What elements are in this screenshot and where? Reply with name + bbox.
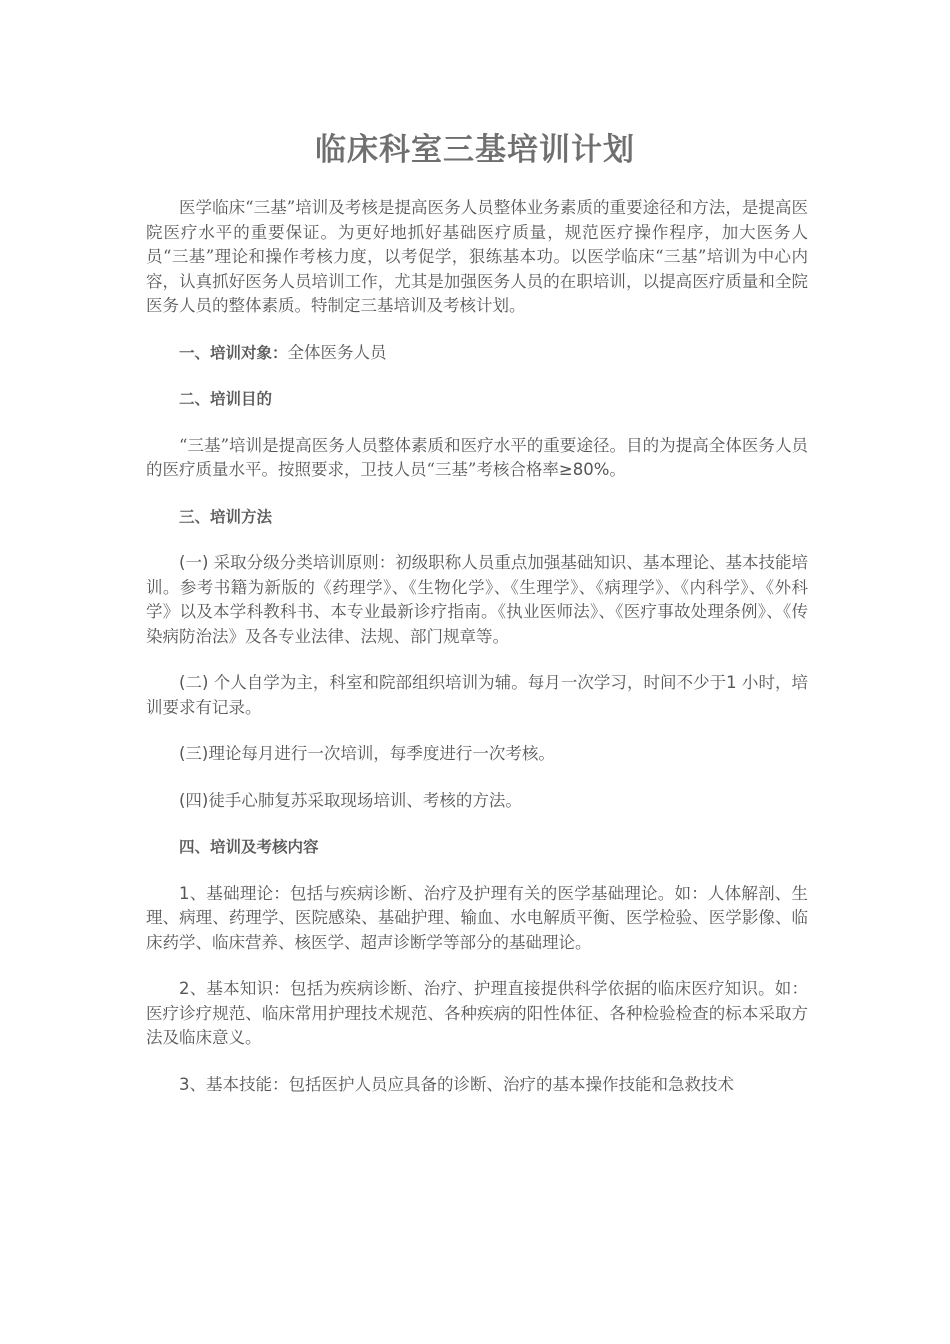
content-item-3 [146, 1073, 808, 1098]
section-1-value: 全体医务人员 [287, 342, 387, 362]
section-1-heading: 一、培训对象： [179, 343, 288, 362]
section-2 [146, 387, 808, 412]
method-item-2-hours: 1 [726, 673, 737, 692]
content-item-1-number: 1 [179, 883, 190, 903]
content-item-2-text: 、基本知识：包括为疾病诊断、治疗、护理直接提供科学依据的临床医疗知识。如：医疗诊疗规范、临床常用护理技术规范、各种疾病的阳性体征、各种检验检查的标本采取方法及临床意义。 [146, 979, 808, 1047]
section-4 [146, 835, 808, 860]
method-item-4-text: 徒手心肺复苏采取现场培训、考核的方法。 [208, 790, 522, 810]
method-item-3-text: 理论每月进行一次培训，每季度进行一次考核。 [208, 744, 555, 763]
content-item-2 [146, 977, 808, 1051]
method-item-1-text: 采取分级分类培训原则：初级职称人员重点加强基础知识、基本理论、基本技能培训。参考书籍为新版的《药理学》、《生物化学》、《生理学》、《病理学》、《内科学》、《外科学》以及本学科教科书、本专业最新诊疗指南。《执业医师法》、《医疗事故处理条例》、《传染病防治法》及各专业法律、法规、部门规章等。 [146, 553, 809, 646]
content-item-2-number: 2 [179, 979, 190, 998]
method-item-2-text-end: 小时，培训要求有记录。 [146, 673, 809, 717]
section-3-heading: 三、培训方法 [179, 507, 273, 526]
method-item-2 [146, 671, 808, 720]
section-2-text: “三基”培训是提高医务人员整体素质和医疗水平的重要途径。目的为提高全体医务人员的医疗质量水平。按照要求，卫技人员“三基”考核合格率 [146, 435, 808, 479]
content-item-1 [146, 882, 808, 956]
method-item-4-number: (四) [179, 790, 209, 810]
method-item-4 [146, 789, 808, 814]
section-2-paragraph [146, 434, 808, 483]
document-body [146, 196, 808, 1119]
method-item-2-text: 个人自学为主，科室和院部组织培训为辅。每月一次学习，时间不少于 [208, 673, 727, 692]
method-item-3 [146, 742, 808, 767]
section-4-heading: 四、培训及考核内容 [179, 838, 319, 856]
method-item-1 [146, 551, 808, 649]
section-3 [146, 505, 808, 530]
method-item-2-number: (二) [179, 673, 209, 692]
section-2-pass-rate: ≥80%。 [558, 460, 626, 479]
section-1 [146, 341, 808, 366]
content-item-1-text: 、基础理论：包括与疾病诊断、治疗及护理有关的医学基础理论。如：人体解剖、生理、病理、药理学、医院感染、基础护理、输血、水电解质平衡、医学检验、医学影像、临床药学、临床营养、核医学、超声诊断学等部分的基础理论。 [146, 883, 808, 952]
content-item-3-number: 3 [179, 1074, 190, 1094]
document-title: 临床科室三基培训计划 [315, 132, 635, 168]
content-item-3-text: 、基本技能：包括医护人员应具备的诊断、治疗的基本操作技能和急救技术 [189, 1074, 734, 1094]
method-item-3-number: (三) [179, 744, 209, 763]
method-item-1-number: (一) [179, 553, 209, 572]
section-2-heading: 二、培训目的 [179, 390, 273, 408]
intro-paragraph: 医学临床“三基”培训及考核是提高医务人员整体业务素质的重要途径和方法，是提高医院医疗水平的重要保证。为更好地抓好基础医疗质量，规范医疗操作程序，加大医务人员“三基”理论和操作考核力度，以考促学，狠练基本功。以医学临床“三基”培训为中心内容，认真抓好医务人员培训工作，尤其是加强医务人员的在职培训，以提高医疗质量和全院医务人员的整体素质。特制定三基培训及考核计划。 [146, 198, 808, 315]
